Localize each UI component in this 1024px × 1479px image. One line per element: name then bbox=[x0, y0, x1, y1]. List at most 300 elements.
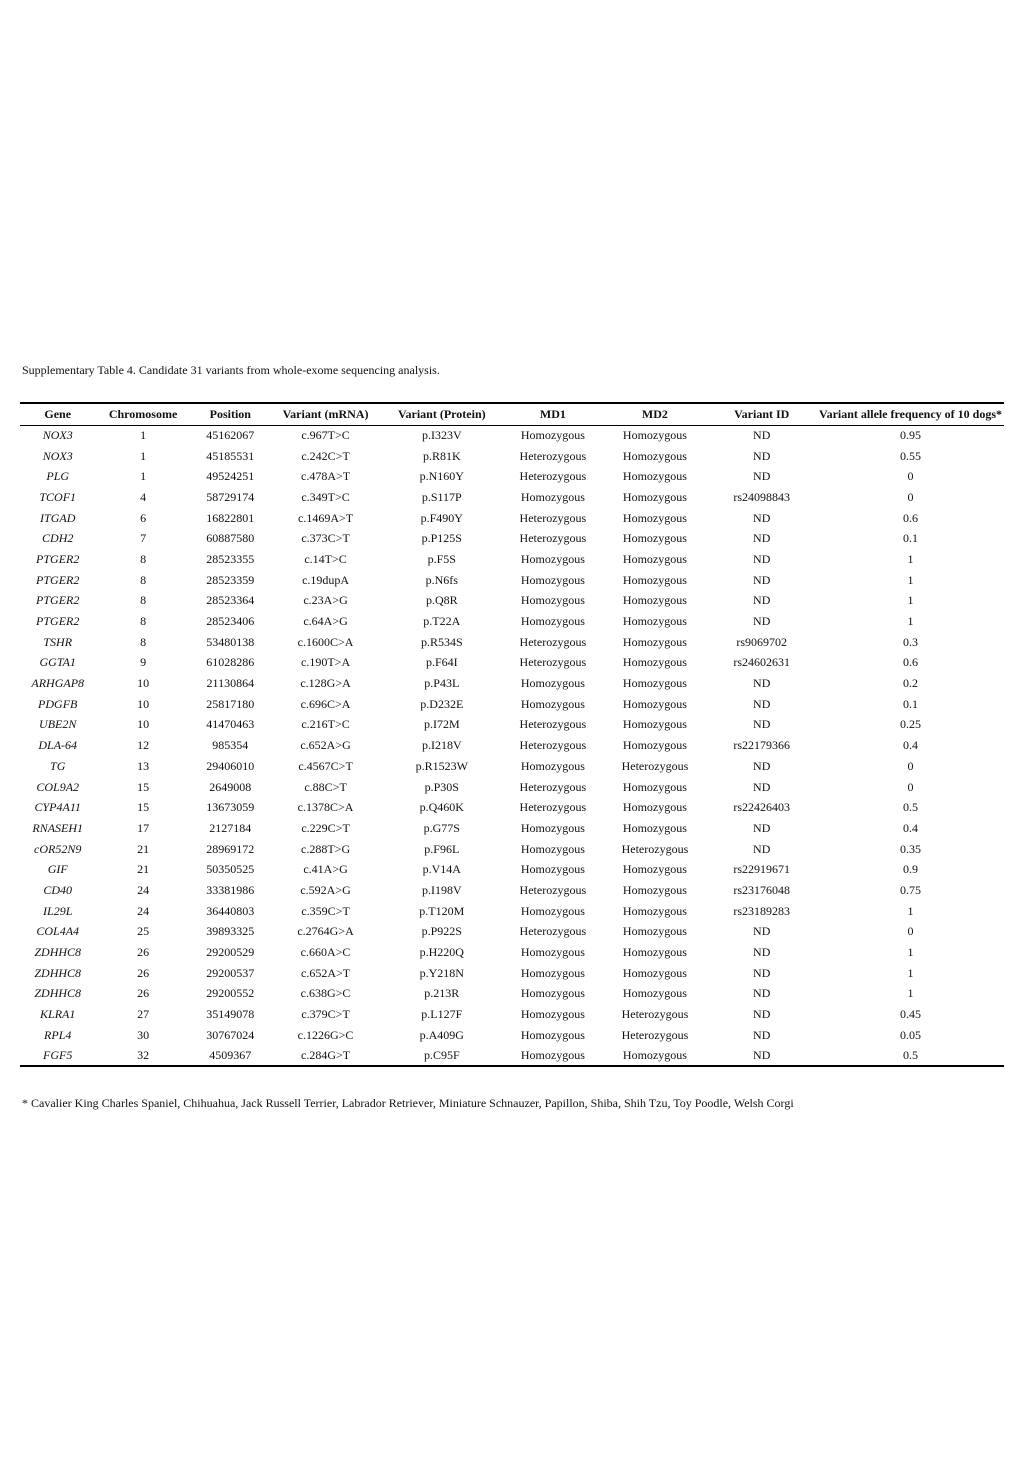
table-cell: Homozygous bbox=[622, 428, 687, 443]
table-cell: 0.2 bbox=[903, 676, 918, 691]
table-row bbox=[20, 818, 1004, 839]
table-cell: 10 bbox=[137, 696, 150, 711]
table-cell: rs9069702 bbox=[736, 634, 788, 649]
table-cell: GIF bbox=[47, 862, 68, 877]
table-cell: Homozygous bbox=[622, 489, 687, 504]
table-cell: c.379C>T bbox=[301, 1007, 350, 1022]
table-cell: Homozygous bbox=[622, 531, 687, 546]
table-row bbox=[20, 777, 1004, 798]
table-row bbox=[20, 756, 1004, 777]
table-cell: Homozygous bbox=[622, 572, 687, 587]
table-cell: p.R534S bbox=[420, 634, 463, 649]
table-cell: c.4567C>T bbox=[298, 758, 353, 773]
table-cell: p.S117P bbox=[421, 489, 462, 504]
table-cell: c.349T>C bbox=[301, 489, 350, 504]
table-cell: Heterozygous bbox=[621, 841, 689, 856]
table-cell: ND bbox=[753, 428, 771, 443]
table-row bbox=[20, 942, 1004, 963]
table-cell: Homozygous bbox=[622, 448, 687, 463]
column-header: Chromosome bbox=[108, 406, 178, 421]
table-row bbox=[20, 735, 1004, 756]
table-cell: 0 bbox=[907, 924, 914, 939]
table-cell: p.Q8R bbox=[425, 593, 458, 608]
table-row bbox=[20, 1025, 1004, 1046]
table-cell: 0.1 bbox=[903, 531, 918, 546]
table-cell: 35149078 bbox=[206, 1007, 255, 1022]
table-cell: 1 bbox=[140, 469, 147, 484]
table-cell: 26 bbox=[137, 945, 150, 960]
table-cell: p.F5S bbox=[427, 551, 456, 566]
table-cell: ND bbox=[753, 448, 771, 463]
table-cell: 13673059 bbox=[206, 800, 255, 815]
table-cell: Homozygous bbox=[520, 965, 585, 980]
table-row bbox=[20, 859, 1004, 880]
table-cell: RPL4 bbox=[44, 1027, 72, 1042]
table-cell: ND bbox=[753, 696, 771, 711]
table-cell: p.F64I bbox=[425, 655, 458, 670]
table-cell: 9 bbox=[140, 655, 147, 670]
table-cell: Homozygous bbox=[622, 551, 687, 566]
table-cell: FGF5 bbox=[43, 1047, 73, 1062]
table-cell: 29200537 bbox=[206, 965, 255, 980]
table-cell: Homozygous bbox=[622, 1047, 687, 1062]
table-cell: Homozygous bbox=[622, 469, 687, 484]
table-cell: 30767024 bbox=[206, 1027, 255, 1042]
table-cell: 0.6 bbox=[903, 655, 918, 670]
table-cell: rs22426403 bbox=[733, 800, 791, 815]
table-cell: Heterozygous bbox=[519, 531, 587, 546]
table-cell: Homozygous bbox=[520, 428, 585, 443]
table-row bbox=[20, 611, 1004, 632]
table-cell: p.F96L bbox=[424, 841, 460, 856]
table-cell: c.41A>G bbox=[303, 862, 348, 877]
table-cell: 26 bbox=[137, 965, 150, 980]
table-cell: Homozygous bbox=[520, 841, 585, 856]
table-row bbox=[20, 549, 1004, 570]
table-cell: ND bbox=[753, 1027, 771, 1042]
column-header: Gene bbox=[44, 406, 72, 421]
table-cell: 30 bbox=[137, 1027, 150, 1042]
table-cell: c.14T>C bbox=[304, 551, 347, 566]
table-cell: 32 bbox=[137, 1047, 150, 1062]
table-row bbox=[20, 797, 1004, 818]
table-row bbox=[20, 591, 1004, 612]
table-row bbox=[20, 528, 1004, 549]
table-cell: Heterozygous bbox=[519, 738, 587, 753]
table-cell: 7 bbox=[140, 531, 147, 546]
column-header: Variant (Protein) bbox=[397, 406, 486, 421]
column-header: Variant (mRNA) bbox=[282, 406, 369, 421]
table-cell: Homozygous bbox=[520, 986, 585, 1001]
table-cell: Homozygous bbox=[520, 945, 585, 960]
table-row bbox=[20, 694, 1004, 715]
table-cell: 10 bbox=[137, 676, 150, 691]
table-cell: Homozygous bbox=[622, 903, 687, 918]
table-cell: Homozygous bbox=[520, 551, 585, 566]
table-cell: Heterozygous bbox=[519, 448, 587, 463]
table-cell: 25817180 bbox=[206, 696, 255, 711]
table-cell: PTGER2 bbox=[36, 551, 80, 566]
table-cell: NOX3 bbox=[42, 448, 73, 463]
table-cell: rs22919671 bbox=[733, 862, 791, 877]
table-cell: RNASEH1 bbox=[32, 820, 84, 835]
table-cell: ND bbox=[753, 945, 771, 960]
table-row bbox=[20, 715, 1004, 736]
column-header: Position bbox=[209, 406, 251, 421]
table-cell: 49524251 bbox=[206, 469, 255, 484]
table-cell: Heterozygous bbox=[519, 655, 587, 670]
table-cell: p.H220Q bbox=[419, 945, 464, 960]
table-cell: PTGER2 bbox=[36, 593, 80, 608]
table-cell: Homozygous bbox=[622, 614, 687, 629]
table-cell: 1 bbox=[907, 986, 914, 1001]
table-cell: PTGER2 bbox=[36, 572, 80, 587]
table-cell: 0.1 bbox=[903, 696, 918, 711]
table-cell: Heterozygous bbox=[519, 469, 587, 484]
table-cell: 1 bbox=[907, 965, 914, 980]
table-cell: 0.4 bbox=[903, 820, 918, 835]
table-cell: ND bbox=[753, 469, 771, 484]
table-cell: rs23189283 bbox=[733, 903, 791, 918]
table-cell: 6 bbox=[140, 510, 147, 525]
table-cell: p.P922S bbox=[421, 924, 462, 939]
table-row bbox=[20, 673, 1004, 694]
table-cell: c.652A>T bbox=[301, 965, 351, 980]
table-cell: 0.6 bbox=[903, 510, 918, 525]
table-cell: 0.75 bbox=[900, 882, 921, 897]
table-cell: 0.5 bbox=[903, 1047, 918, 1062]
table-cell: PTGER2 bbox=[36, 614, 80, 629]
table-cell: Heterozygous bbox=[519, 634, 587, 649]
table-cell: c.288T>G bbox=[301, 841, 351, 856]
table-row bbox=[20, 487, 1004, 508]
table-cell: c.216T>C bbox=[301, 717, 350, 732]
table-row bbox=[20, 901, 1004, 922]
table-cell: Heterozygous bbox=[621, 1027, 689, 1042]
table-cell: c.242C>T bbox=[301, 448, 350, 463]
table-cell: 24 bbox=[137, 882, 150, 897]
table-cell: 0 bbox=[907, 779, 914, 794]
table-cell: Heterozygous bbox=[519, 510, 587, 525]
table-cell: 0.4 bbox=[903, 738, 918, 753]
table-cell: 61028286 bbox=[206, 655, 255, 670]
table-row bbox=[20, 508, 1004, 529]
table-cell: 58729174 bbox=[206, 489, 255, 504]
table-cell: Homozygous bbox=[520, 1027, 585, 1042]
table-cell: Heterozygous bbox=[519, 800, 587, 815]
table-cell: GGTA1 bbox=[39, 655, 76, 670]
table-cell: 8 bbox=[140, 572, 147, 587]
table-cell: 45185531 bbox=[206, 448, 255, 463]
table-cell: p.I323V bbox=[421, 428, 462, 443]
table-cell: DLA-64 bbox=[38, 738, 78, 753]
column-header: MD2 bbox=[641, 406, 668, 421]
table-cell: NOX3 bbox=[42, 428, 73, 443]
table-cell: Homozygous bbox=[622, 800, 687, 815]
table-cell: cOR52N9 bbox=[34, 841, 82, 856]
table-row bbox=[20, 570, 1004, 591]
table-row bbox=[20, 963, 1004, 984]
table-cell: 4 bbox=[140, 489, 147, 504]
table-cell: c.64A>G bbox=[303, 614, 348, 629]
table-cell: p.R81K bbox=[422, 448, 461, 463]
table-cell: p.N6fs bbox=[425, 572, 458, 587]
table-cell: Homozygous bbox=[622, 945, 687, 960]
table-cell: 53480138 bbox=[206, 634, 255, 649]
table-cell: Homozygous bbox=[622, 510, 687, 525]
table-cell: Homozygous bbox=[622, 593, 687, 608]
table-cell: ITGAD bbox=[40, 510, 76, 525]
table-cell: Homozygous bbox=[622, 634, 687, 649]
table-cell: c.696C>A bbox=[300, 696, 351, 711]
table-cell: ND bbox=[753, 820, 771, 835]
table-cell: c.660A>C bbox=[300, 945, 351, 960]
table-cell: ND bbox=[753, 986, 771, 1001]
table-cell: p.T120M bbox=[419, 903, 465, 918]
table-cell: c.1226G>C bbox=[297, 1027, 354, 1042]
table-cell: ND bbox=[753, 717, 771, 732]
table-cell: ND bbox=[753, 531, 771, 546]
table-cell: 8 bbox=[140, 614, 147, 629]
table-cell: Heterozygous bbox=[519, 717, 587, 732]
table-cell: 13 bbox=[137, 758, 150, 773]
table-cell: 0.9 bbox=[903, 862, 918, 877]
table-row bbox=[20, 1004, 1004, 1025]
table-cell: p.I218V bbox=[421, 738, 462, 753]
table-cell: 29406010 bbox=[206, 758, 255, 773]
table-cell: p.Y218N bbox=[419, 965, 464, 980]
table-row bbox=[20, 984, 1004, 1005]
table-header-row bbox=[20, 403, 1004, 425]
table-cell: c.88C>T bbox=[304, 779, 347, 794]
table-cell: 1 bbox=[140, 448, 147, 463]
table-cell: p.A409G bbox=[419, 1027, 464, 1042]
table-cell: Homozygous bbox=[520, 1007, 585, 1022]
table-cell: ZDHHC8 bbox=[34, 945, 82, 960]
table-cell: KLRA1 bbox=[40, 1007, 76, 1022]
table-cell: c.1469A>T bbox=[298, 510, 354, 525]
table-row bbox=[20, 425, 1004, 446]
table-cell: 15 bbox=[137, 800, 150, 815]
table-cell: 16822801 bbox=[206, 510, 255, 525]
table-cell: ND bbox=[753, 593, 771, 608]
table-cell: 29200552 bbox=[206, 986, 255, 1001]
table-cell: rs23176048 bbox=[733, 882, 791, 897]
table-cell: Heterozygous bbox=[519, 882, 587, 897]
table-cell: c.652A>G bbox=[300, 738, 351, 753]
table-cell: Homozygous bbox=[520, 1047, 585, 1062]
table-cell: ZDHHC8 bbox=[34, 965, 82, 980]
table-cell: COL9A2 bbox=[36, 779, 80, 794]
table-cell: c.128G>A bbox=[300, 676, 351, 691]
table-cell: ARHGAP8 bbox=[31, 676, 85, 691]
table-cell: 29200529 bbox=[206, 945, 255, 960]
table-cell: Homozygous bbox=[622, 738, 687, 753]
table-cell: Homozygous bbox=[520, 593, 585, 608]
table-cell: 0.5 bbox=[903, 800, 918, 815]
table-cell: Homozygous bbox=[520, 758, 585, 773]
table-cell: Homozygous bbox=[622, 924, 687, 939]
table-cell: PLG bbox=[46, 469, 70, 484]
table-cell: c.1600C>A bbox=[297, 634, 354, 649]
table-cell: c.2764G>A bbox=[297, 924, 354, 939]
table-cell: 1 bbox=[907, 551, 914, 566]
table-cell: Homozygous bbox=[622, 986, 687, 1001]
table-row bbox=[20, 632, 1004, 653]
table-cell: ND bbox=[753, 614, 771, 629]
table-cell: p.C95F bbox=[423, 1047, 460, 1062]
table-cell: Homozygous bbox=[622, 965, 687, 980]
table-cell: Homozygous bbox=[520, 862, 585, 877]
table-cell: 33381986 bbox=[206, 882, 255, 897]
table-cell: Homozygous bbox=[520, 820, 585, 835]
table-cell: 24 bbox=[137, 903, 150, 918]
table-cell: p.Q460K bbox=[419, 800, 464, 815]
table-cell: PDGFB bbox=[38, 696, 78, 711]
table-cell: 8 bbox=[140, 551, 147, 566]
table-cell: 41470463 bbox=[206, 717, 255, 732]
table-cell: c.373C>T bbox=[301, 531, 350, 546]
table-cell: 28969172 bbox=[206, 841, 255, 856]
table-row bbox=[20, 880, 1004, 901]
table-cell: 0.55 bbox=[900, 448, 921, 463]
table-cell: c.190T>A bbox=[301, 655, 351, 670]
table-cell: 15 bbox=[137, 779, 150, 794]
table-cell: p.I198V bbox=[421, 882, 462, 897]
table-cell: 0.3 bbox=[903, 634, 918, 649]
column-header: MD1 bbox=[539, 406, 566, 421]
table-cell: 28523359 bbox=[206, 572, 255, 587]
table-row bbox=[20, 653, 1004, 674]
table-cell: ND bbox=[753, 510, 771, 525]
table-cell: 1 bbox=[907, 945, 914, 960]
table-cell: 28523406 bbox=[206, 614, 255, 629]
table-cell: Homozygous bbox=[622, 820, 687, 835]
table-cell: p.P43L bbox=[424, 676, 460, 691]
column-header: Variant ID bbox=[734, 406, 790, 421]
table-cell: Homozygous bbox=[622, 655, 687, 670]
table-cell: ND bbox=[753, 965, 771, 980]
table-cell: 21130864 bbox=[206, 676, 255, 691]
variants-table bbox=[20, 402, 1004, 1067]
table-cell: 10 bbox=[137, 717, 150, 732]
table-cell: IL29L bbox=[43, 903, 73, 918]
table-cell: p.V14A bbox=[422, 862, 461, 877]
table-cell: ND bbox=[753, 572, 771, 587]
table-cell: Homozygous bbox=[622, 779, 687, 794]
table-cell: 1 bbox=[907, 572, 914, 587]
table-cell: 21 bbox=[137, 841, 150, 856]
table-cell: 1 bbox=[907, 903, 914, 918]
table-cell: TSHR bbox=[43, 634, 73, 649]
table-cell: ND bbox=[753, 924, 771, 939]
table-cell: 28523355 bbox=[206, 551, 255, 566]
table-cell: 985354 bbox=[212, 738, 249, 753]
table-cell: 26 bbox=[137, 986, 150, 1001]
table-cell: Homozygous bbox=[622, 676, 687, 691]
table-row bbox=[20, 839, 1004, 860]
table-cell: c.19dupA bbox=[302, 572, 350, 587]
table-cell: 0 bbox=[907, 469, 914, 484]
table-cell: 39893325 bbox=[206, 924, 255, 939]
table-cell: 2649008 bbox=[209, 779, 252, 794]
table-cell: ND bbox=[753, 841, 771, 856]
table-footnote: * Cavalier King Charles Spaniel, Chihuahua, Jack Russell Terrier, Labrador Retriever, Miniature Schnauzer, Papillon, Shiba, Shih Tzu, Toy Poodle, Welsh Corgi bbox=[22, 1096, 794, 1110]
table-cell: p.P125S bbox=[421, 531, 462, 546]
table-cell: 60887580 bbox=[206, 531, 255, 546]
table-cell: ND bbox=[753, 551, 771, 566]
table-cell: UBE2N bbox=[39, 717, 77, 732]
table-cell: p.G77S bbox=[423, 820, 460, 835]
table-cell: p.F490Y bbox=[420, 510, 463, 525]
table-cell: CYP4A11 bbox=[34, 800, 81, 815]
table-cell: TCOF1 bbox=[39, 489, 77, 504]
table-cell: Heterozygous bbox=[621, 758, 689, 773]
table-cell: c.478A>T bbox=[301, 469, 351, 484]
table-cell: 1 bbox=[140, 428, 147, 443]
table-row bbox=[20, 466, 1004, 487]
table-cell: c.23A>G bbox=[303, 593, 348, 608]
table-cell: 28523364 bbox=[206, 593, 255, 608]
table-row bbox=[20, 922, 1004, 943]
table-cell: CD40 bbox=[43, 882, 73, 897]
table-cell: Heterozygous bbox=[519, 924, 587, 939]
table-cell: ND bbox=[753, 1047, 771, 1062]
table-cell: 1 bbox=[907, 614, 914, 629]
table-cell: 21 bbox=[137, 862, 150, 877]
table-cell: ND bbox=[753, 779, 771, 794]
table-cell: p.T22A bbox=[423, 614, 461, 629]
table-cell: Homozygous bbox=[622, 717, 687, 732]
table-cell: 45162067 bbox=[206, 428, 255, 443]
table-cell: Homozygous bbox=[520, 696, 585, 711]
table-cell: p.L127F bbox=[421, 1007, 463, 1022]
table-cell: Homozygous bbox=[520, 489, 585, 504]
table-cell: 8 bbox=[140, 593, 147, 608]
table-cell: p.D232E bbox=[420, 696, 464, 711]
table-cell: Homozygous bbox=[622, 696, 687, 711]
table-cell: 0.05 bbox=[900, 1027, 921, 1042]
table-cell: 0.95 bbox=[900, 428, 921, 443]
table-cell: rs24602631 bbox=[733, 655, 791, 670]
table-cell: c.284G>T bbox=[301, 1047, 351, 1062]
table-cell: 12 bbox=[137, 738, 150, 753]
table-cell: Homozygous bbox=[520, 903, 585, 918]
table-cell: ND bbox=[753, 1007, 771, 1022]
table-caption: Supplementary Table 4. Candidate 31 variants from whole-exome sequencing analysis. bbox=[22, 363, 440, 377]
table-cell: ND bbox=[753, 758, 771, 773]
table-cell: 0.25 bbox=[900, 717, 921, 732]
table-cell: c.229C>T bbox=[301, 820, 350, 835]
table-cell: Homozygous bbox=[622, 862, 687, 877]
table-cell: p.213R bbox=[424, 986, 460, 1001]
table-cell: 36440803 bbox=[206, 903, 255, 918]
table-cell: 25 bbox=[137, 924, 150, 939]
table-cell: 2127184 bbox=[209, 820, 252, 835]
table-cell: 50350525 bbox=[206, 862, 255, 877]
table-cell: c.967T>C bbox=[301, 428, 350, 443]
table-cell: Homozygous bbox=[520, 572, 585, 587]
table-cell: COL4A4 bbox=[36, 924, 80, 939]
table-row bbox=[20, 446, 1004, 467]
table-cell: 8 bbox=[140, 634, 147, 649]
table-cell: c.638G>C bbox=[300, 986, 351, 1001]
table-cell: 0 bbox=[907, 489, 914, 504]
table-cell: rs24098843 bbox=[733, 489, 791, 504]
table-cell: 0.35 bbox=[900, 841, 921, 856]
table-cell: Homozygous bbox=[520, 676, 585, 691]
table-cell: ZDHHC8 bbox=[34, 986, 82, 1001]
